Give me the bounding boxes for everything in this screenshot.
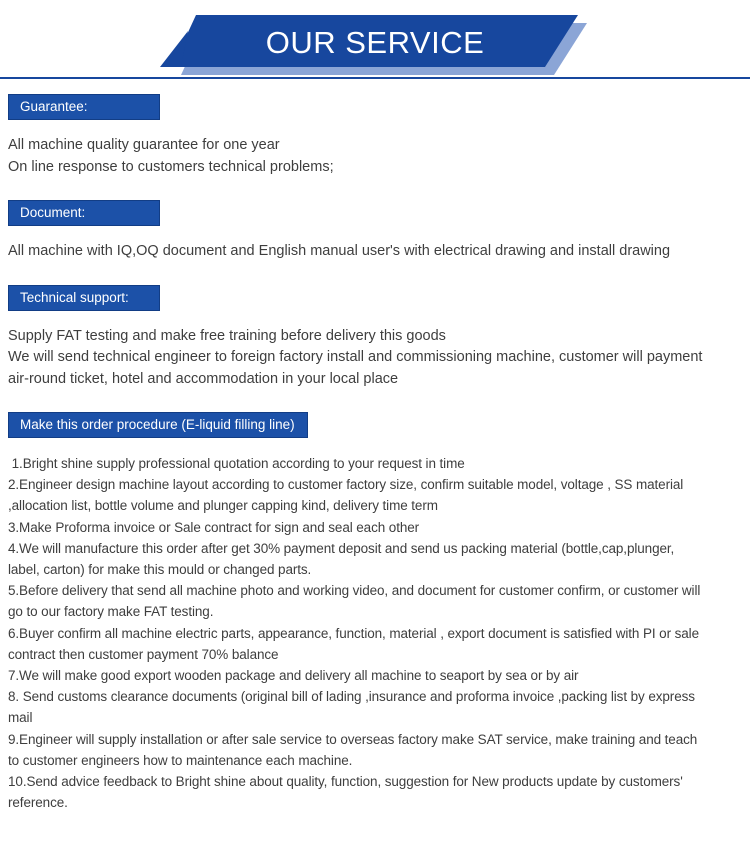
text-line: 7.We will make good export wooden package and delivery all machine to seaport by sea or by air: [8, 668, 579, 684]
text-line: mail: [8, 710, 33, 726]
section-label-bar: Guarantee:: [8, 94, 160, 120]
text-line: 9.Engineer will supply installation or after sale service to overseas factory make SAT service, make training and teach: [8, 731, 698, 747]
text-line: 10.Send advice feedback to Bright shine about quality, function, suggestion for New products update by customers': [8, 774, 683, 790]
section-body: [8, 326, 750, 391]
text-line: air-round ticket, hotel and accommodation in your local place: [8, 370, 399, 387]
service-section: [8, 390, 750, 813]
text-line: All machine with IQ,OQ document and English manual user's with electrical drawing and install drawing: [8, 243, 671, 259]
text-line: 5.Before delivery that send all machine photo and working video, and document for customer confirm, or customer will: [8, 583, 701, 599]
banner-title: OUR SERVICE: [265, 25, 485, 60]
text-line: ,allocation list, bottle volume and plunger capping kind, delivery time term: [8, 498, 438, 514]
section-label-bar: Make this order procedure (E-liquid filling line): [8, 412, 308, 438]
text-line: 4.We will manufacture this order after get 30% payment deposit and send us packing material (bottle,cap,plunger,: [8, 540, 675, 556]
service-sections: [0, 79, 750, 813]
section-body: [8, 241, 750, 263]
text-line: 3.Make Proforma invoice or Sale contract for sign and seal each other: [8, 519, 420, 535]
section-body: [8, 135, 750, 178]
our-service-banner: [0, 0, 750, 77]
text-line: go to our factory make FAT testing.: [8, 604, 214, 620]
text-line: 1.Bright shine supply professional quotation according to your request in time: [8, 456, 465, 471]
text-line: contract then customer payment 70% balance: [8, 646, 279, 662]
service-section: [8, 79, 750, 178]
text-line: reference.: [8, 795, 68, 811]
text-line: Supply FAT testing and make free training before delivery this goods: [8, 327, 446, 344]
section-body: [8, 453, 750, 813]
text-line: label, carton) for make this mould or changed parts.: [8, 562, 312, 578]
text-line: All machine quality guarantee for one year: [8, 137, 280, 153]
text-line: 2.Engineer design machine layout according to customer factory size, confirm suitable model, voltage , SS material: [8, 477, 684, 493]
text-line: We will send technical engineer to foreign factory install and commissioning machine, customer will payment: [8, 349, 703, 365]
text-line: On line response to customers technical problems;: [8, 158, 334, 175]
service-section: [8, 178, 750, 263]
text-line: to customer engineers how to maintenance each machine.: [8, 752, 353, 768]
service-section: [8, 263, 750, 391]
section-label-bar: Document:: [8, 200, 160, 226]
text-line: 6.Buyer confirm all machine electric parts, appearance, function, material , export document is satisfied with PI or sale: [8, 625, 699, 641]
text-line: 8. Send customs clearance documents (original bill of lading ,insurance and proforma invoice ,packing list by express: [8, 689, 695, 705]
section-label-bar: Technical support:: [8, 285, 160, 311]
